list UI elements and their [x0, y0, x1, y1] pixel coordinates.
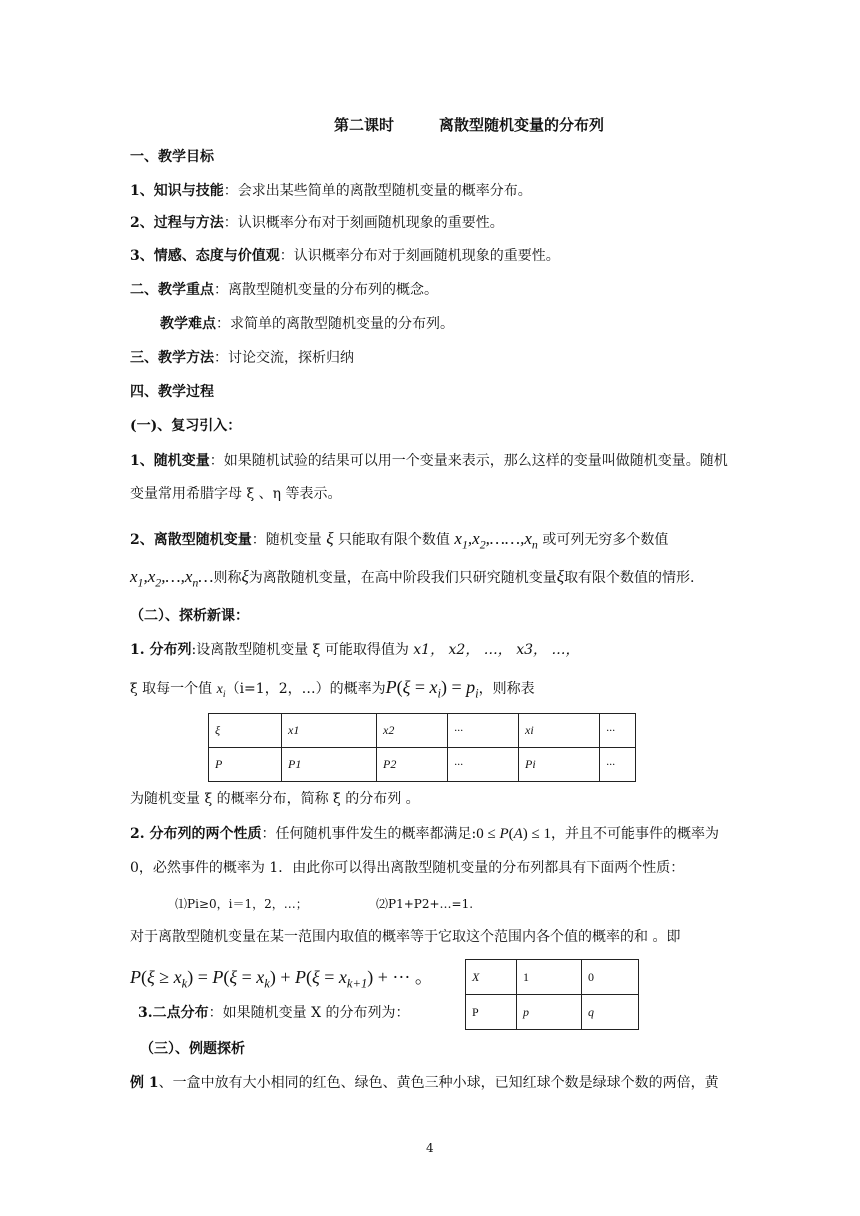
- properties-text-1a: ：任何随机事件发生的概率都满足:: [261, 826, 477, 842]
- goal-knowledge-label: 1、知识与技能: [130, 183, 224, 199]
- discrete-rv-text-f: 取有限个数值的情形.: [564, 570, 695, 586]
- table-cell: ···: [448, 748, 519, 782]
- discrete-rv-def-line1: [130, 530, 668, 553]
- example-1-text: 、一盒中放有大小相同的红色、绿色、黄色三种小球，已知红球个数是绿球个数的两倍，黄: [158, 1075, 719, 1091]
- xi-symbol: ξ: [556, 567, 565, 586]
- section-heading-goals: 一、教学目标: [130, 149, 214, 165]
- xi-value-symbol: $x_i$: [216, 682, 226, 700]
- distribution-text-2a: ξ 取每一个值: [130, 681, 213, 697]
- table-cell: x1: [282, 714, 377, 748]
- table-cell: ···: [600, 748, 636, 782]
- lesson-label: 第二课时: [334, 116, 395, 134]
- distribution-values: x1， x2， …， x3， …，: [413, 642, 580, 658]
- table-cell: P: [209, 748, 282, 782]
- subsection-review: (一)、复习引入：: [130, 418, 242, 434]
- subsection-new-lesson: （二）、探析新课：: [130, 608, 249, 624]
- table-cell: q: [582, 995, 639, 1030]
- discrete-rv-label: 2、离散型随机变量: [130, 532, 252, 548]
- goal-attitude-label: 3、情感、态度与价值观: [130, 248, 280, 264]
- table-cell: ξ: [209, 714, 282, 748]
- distribution-text-2b: （i=1，2，…）的概率为: [225, 681, 386, 697]
- page-title: 离散型随机变量的分布列: [439, 116, 605, 134]
- distribution-text-1: :设离散型随机变量 ξ 可能取得值为: [191, 642, 409, 658]
- difficult-points: [160, 315, 454, 333]
- page-number: 4: [426, 1141, 434, 1155]
- discrete-rv-text-b: 只能取有限个数值: [337, 532, 450, 548]
- table-row: [209, 714, 636, 748]
- teaching-method-text: ：讨论交流，探析归纳: [214, 350, 354, 366]
- properties-line2: 0，必然事件的概率为 1．由此你可以得出离散型随机变量的分布列都具有下面两个性质：: [130, 860, 685, 876]
- key-points: [130, 281, 438, 299]
- property-nonnegative: ⑴Pi≥0，i＝1，2，…；: [175, 897, 308, 911]
- property-sum-one: ⑵P1+P2+…=1.: [376, 897, 474, 911]
- key-points-text: ：离散型随机变量的分布列的概念。: [214, 282, 438, 298]
- example-1-label: 例 1: [130, 1075, 159, 1091]
- discrete-rv-text-e: 为离散随机变量，在高中阶段我们只研究随机变量: [248, 570, 557, 586]
- section-heading-process: 四、教学过程: [130, 384, 214, 400]
- table-cell: ···: [448, 714, 519, 748]
- table-cell: p: [517, 995, 582, 1030]
- discrete-rv-def-line2: [130, 568, 695, 591]
- difficult-points-text: ：求简单的离散型随机变量的分布列。: [216, 316, 454, 332]
- table-row: [466, 960, 639, 995]
- table-cell: P2: [377, 748, 448, 782]
- distribution-label: 1. 分布列: [130, 642, 192, 658]
- properties-label: 2. 分布列的两个性质: [130, 826, 262, 842]
- table-cell: xi: [519, 714, 600, 748]
- table-cell: 1: [517, 960, 582, 995]
- random-variable-label: 1、随机变量: [130, 453, 210, 469]
- goal-process-text: ：认识概率分布对于刻画随机现象的重要性。: [223, 215, 504, 231]
- probability-bound-formula: 0 ≤ P(A) ≤ 1: [476, 826, 552, 842]
- distribution-table: [208, 713, 636, 782]
- discrete-rv-text-c: 或可列无穷多个数值: [542, 532, 669, 548]
- goal-knowledge-text: ：会求出某些简单的离散型随机变量的概率分布。: [223, 183, 532, 199]
- table-cell: P1: [282, 748, 377, 782]
- distribution-def-line1: [130, 641, 580, 659]
- teaching-method-label: 三、教学方法: [130, 350, 214, 366]
- subsection-examples: （三）、例题探析: [140, 1041, 245, 1057]
- table-cell: x2: [377, 714, 448, 748]
- range-probability-formula: $P(\xi \ge x_k) = P(\xi = x_k) + P(\xi = x_{k+1})$ + ··· 。: [130, 967, 433, 991]
- xi-symbol: ξ: [241, 567, 249, 586]
- values-formula-1: $x_1,x_2,\dots\dots,x_n$: [454, 529, 538, 552]
- xi-symbol: ξ: [326, 529, 334, 548]
- table-cell: Pi: [519, 748, 600, 782]
- two-point-text: ：如果随机变量 X 的分布列为：: [208, 1005, 410, 1021]
- table-cell: X: [466, 960, 517, 995]
- values-formula-2: $x_1,x_2,\dots,x_n\dots$: [130, 567, 214, 590]
- probability-formula: $P(\xi = x_i) = p_i$: [385, 677, 479, 701]
- discrete-rv-text-a: ：随机变量: [251, 532, 322, 548]
- table-cell: P: [466, 995, 517, 1030]
- properties-line1: [130, 825, 719, 843]
- distribution-after-text: 为随机变量 ξ 的概率分布，简称 ξ 的分布列 。: [130, 791, 420, 807]
- two-point-table: [465, 959, 639, 1030]
- distribution-text-2c: ，则称表: [478, 681, 535, 697]
- teaching-method: [130, 349, 354, 367]
- random-variable-text: ：如果随机试验的结果可以用一个变量来表示，那么这样的变量叫做随机变量。随机: [209, 453, 728, 469]
- key-points-label: 二、教学重点: [130, 282, 214, 298]
- goal-process: [130, 214, 504, 232]
- table-cell: ···: [600, 714, 636, 748]
- two-point-line: [138, 1004, 410, 1022]
- random-variable-def-line1: [130, 452, 728, 470]
- distribution-def-line2: [130, 678, 535, 704]
- random-variable-def-line2: 变量常用希腊字母 ξ 、η 等表示。: [130, 486, 342, 502]
- goal-knowledge: [130, 182, 532, 200]
- properties-text-1b: ，并且不可能事件的概率为: [551, 826, 720, 842]
- goal-attitude-text: ：认识概率分布对于刻画随机现象的重要性。: [279, 248, 560, 264]
- range-probability-text: 对于离散型随机变量在某一范围内取值的概率等于它取这个范围内各个值的概率的和 。即: [130, 929, 681, 945]
- table-row: [466, 995, 639, 1030]
- goal-attitude: [130, 247, 560, 265]
- example-1: [130, 1074, 719, 1092]
- discrete-rv-text-d: 则称: [213, 570, 242, 586]
- difficult-points-label: 教学难点: [160, 316, 216, 332]
- goal-process-label: 2、过程与方法: [130, 215, 224, 231]
- table-cell: 0: [582, 960, 639, 995]
- table-row: [209, 748, 636, 782]
- two-point-label: 3.二点分布: [138, 1005, 209, 1021]
